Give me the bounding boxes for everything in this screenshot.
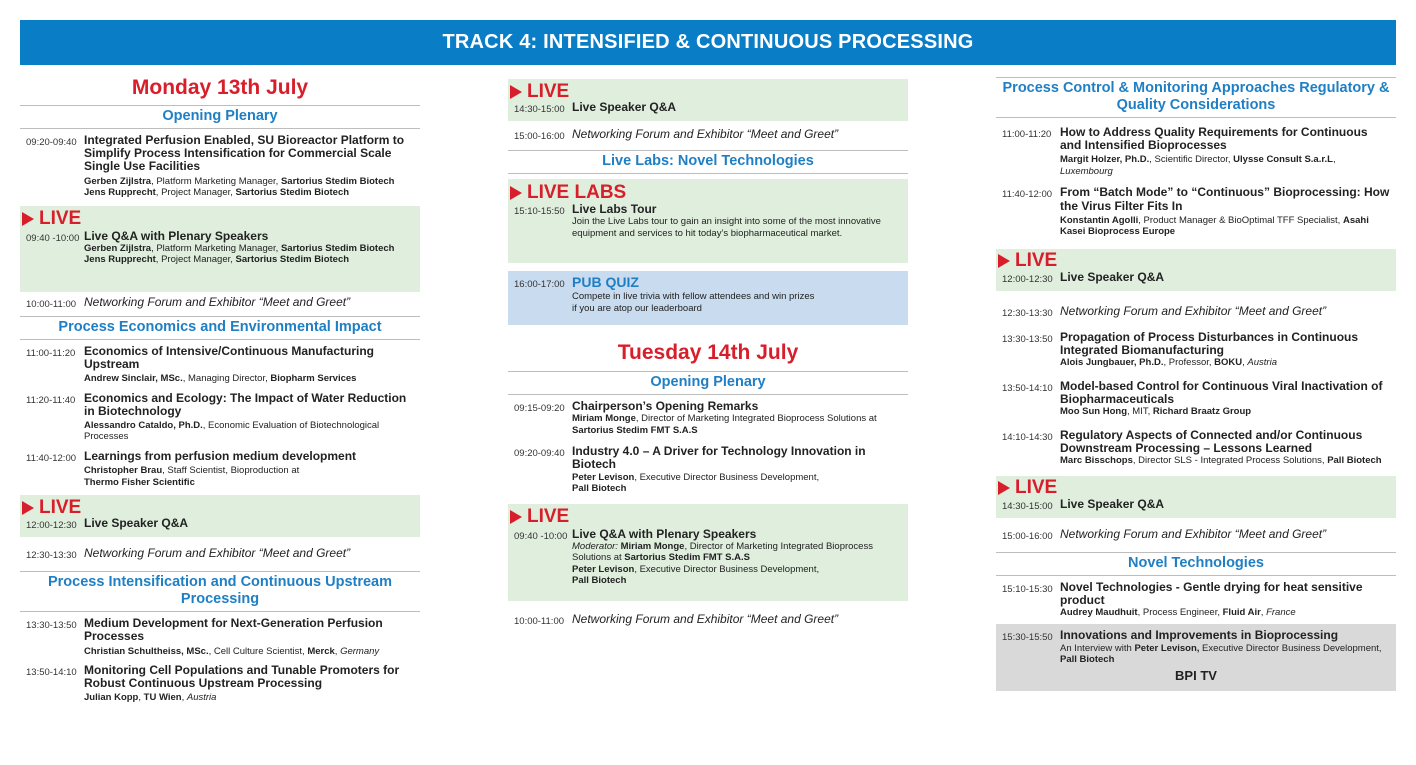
session-time: 12:00-12:30 [26,520,77,532]
play-icon [22,212,34,226]
day-heading: Monday 13th July [131,76,309,99]
session-title: Learnings from perfusion medium development [84,448,357,463]
play-icon [510,510,522,524]
play-icon [510,186,522,200]
speaker: Christian Schultheiss, MSc., Cell Culture Scientist, Merck, Germany [84,645,380,657]
play-icon [998,481,1010,495]
session-title: Networking Forum and Exhibitor “Meet and Greet” [1060,526,1327,541]
speaker: Gerben Zijlstra, Platform Marketing Manager, Sartorius Stedim Biotech [84,175,395,187]
bpi-tv-label: BPI TV [1175,667,1217,683]
section-heading: Live Labs: Novel Technologies [508,150,908,174]
session [508,395,908,439]
speaker: Marc Bisschops, Director SLS - Integrated Process Solutions, Pall Biotech [1060,455,1382,467]
speaker: Jens Rupprecht, Project Manager, Sartorius Stedim Biotech [84,254,350,266]
session [508,439,908,497]
column-monday [20,65,420,707]
track-banner: TRACK 4: INTENSIFIED & CONTINUOUS PROCESSING [20,20,1396,65]
session-title: Economics of Intensive/Continuous Manufacturing Upstream [84,343,375,371]
session [20,660,420,707]
session [508,528,908,590]
section-heading: Process Intensification and Continuous Upstream Processing [20,571,420,612]
speaker: Julian Kopp, TU Wien, Austria [84,692,217,704]
session-title: Networking Forum and Exhibitor “Meet and Greet” [572,127,839,141]
session [996,421,1396,470]
session-title: Live Speaker Q&A [572,100,677,114]
live-badge: LIVE [20,495,420,517]
session-time: 09:15-09:20 [514,403,565,414]
session-time: 09:40 -10:00 [26,232,80,244]
live-block [508,504,908,601]
session-time: 16:00-17:00 [514,279,565,290]
live-block [996,249,1396,291]
speaker: Miriam Monge, Director of Marketing Integrated Bioprocess Solutions at Sartorius Stedim FMT S.A.S [572,413,877,436]
session [508,601,908,631]
session-time: 15:00-16:00 [1002,530,1053,542]
speaker: Christopher Brau, Staff Scientist, Bioproduction at Thermo Fisher Scientific [84,465,300,488]
pub-quiz-block [508,271,908,325]
session-title: Novel Technologies - Gentle drying for heat sensitive product [1060,579,1363,607]
live-badge: LIVE [20,206,420,230]
session [20,517,420,535]
session-title: Innovations and Improvements in Bioprocessing [1060,628,1339,643]
session-title: Model-based Control for Continuous Viral Inactivation of Biopharmaceuticals [1060,378,1383,406]
session-title: Live Speaker Q&A [1060,269,1165,284]
session-description: Compete in live trivia with fellow attendees and win prizes if you are atop our leaderboard [572,291,815,314]
play-icon [22,501,34,515]
session-time: 13:30-13:50 [1002,333,1053,345]
session-time: 14:30-15:00 [514,104,565,115]
live-block [996,476,1396,518]
speaker: Peter Levison, Executive Director Business Development, Pall Biotech [572,563,820,587]
session-time: 13:30-13:50 [26,620,77,632]
column-middle [508,79,908,631]
session [996,271,1396,289]
session [996,576,1396,622]
session-title: Live Speaker Q&A [84,516,189,531]
session-time: 11:00-11:20 [26,347,76,359]
speaker: Moderator: Miriam Monge, Director of Marketing Integrated Bioprocess Solutions at Sartorius Stedim FMT S.A.S [572,540,873,564]
live-labs-block [508,179,908,263]
session-time: 15:10-15:50 [514,206,565,217]
speaker: Margit Holzer, Ph.D., Scientific Director, Ulysse Consult S.a.r.L, Luxembourg [1060,154,1336,177]
session [996,180,1396,240]
session-title: From “Batch Mode” to “Continuous” Bioprocessing: How the Virus Filter Fits In [1060,185,1390,213]
session-title: Regulatory Aspects of Connected and/or Continuous Downstream Processing – Lessons Learned [1060,427,1363,455]
session [508,101,908,119]
session [996,624,1396,665]
session [508,203,908,242]
session [996,323,1396,372]
speaker: Alessandro Cataldo, Ph.D., Economic Evaluation of Biotechnological Processes [84,419,380,443]
speaker: Peter Levison, Executive Director Business Development, Pall Biotech [572,471,820,495]
session [20,388,420,446]
session-time: 09:20-09:40 [26,137,77,148]
session-time: 13:50-14:10 [1002,382,1053,394]
live-badge: LIVE [996,476,1396,498]
session-time: 10:00-11:00 [26,298,77,310]
session-time: 14:30-15:00 [1002,500,1053,512]
session-title: Live Q&A with Plenary Speakers [84,228,269,243]
speaker: Moo Sun Hong, MIT, Richard Braatz Group [1060,406,1252,418]
session [996,291,1396,323]
session-title: Live Speaker Q&A [1060,496,1165,511]
session [996,498,1396,516]
session-title: Networking Forum and Exhibitor “Meet and Greet” [1060,303,1327,318]
session-time: 11:20-11:40 [26,394,76,406]
session [20,230,420,269]
session [20,446,420,491]
live-badge: LIVE [508,504,908,528]
session-time: 15:00-16:00 [514,131,565,142]
session-title: Industry 4.0 – A Driver for Technology Innovation in Biotech [572,444,866,472]
session-description: Join the Live Labs tour to gain an insight into some of the most innovative equipment and services to hit today’s biopharmaceutical market. [572,216,881,239]
session-time: 09:40 -10:00 [514,530,568,542]
session-time: 12:30-13:30 [1002,307,1053,319]
speaker: Jens Rupprecht, Project Manager, Sartorius Stedim Biotech [84,187,350,199]
session-title: Networking Forum and Exhibitor “Meet and Greet” [84,546,351,561]
live-labs-badge: LIVE LABS [508,179,908,203]
bpi-tv-block [996,624,1396,691]
section-heading: Opening Plenary [508,371,908,395]
section-heading: Process Control & Monitoring Approaches Regulatory & Quality Considerations [996,77,1396,118]
session-title: Medium Development for Next-Generation Perfusion Processes [84,616,383,644]
session-time: 12:30-13:30 [26,550,77,562]
session [20,340,420,388]
session-title: PUB QUIZ [572,274,639,290]
session-time: 13:50-14:10 [26,667,77,679]
live-block [20,495,420,537]
session [20,292,420,312]
session-title: Networking Forum and Exhibitor “Meet and Greet” [572,611,839,626]
session-title: How to Address Quality Requirements for Continuous and Intensified Bioprocesses [1060,125,1368,153]
session-time: 15:10-15:30 [1002,583,1053,595]
session-time: 10:00-11:00 [514,615,565,627]
column-right [996,77,1396,691]
session-title: Propagation of Process Disturbances in Continuous Integrated Biomanufacturing [1060,329,1359,358]
speaker: An Interview with Peter Levison, Executive Director Business Development, Pall Biotech [1060,642,1382,666]
speaker: Audrey Maudhuit, Process Engineer, Fluid Air, France [1060,606,1296,618]
day-heading: Tuesday 14th July [617,341,799,364]
session-title: Integrated Perfusion Enabled, SU Bioreactor Platform to Simplify Process Intensification for Commercial Scale Single Use Facilities [84,133,405,174]
live-block [508,79,908,121]
session [20,537,420,567]
live-block [20,206,420,292]
speaker: Konstantin Agolli, Product Manager & BioOptimal TFF Specialist, Asahi Kasei Bioprocess Europe [1060,214,1369,238]
session-time: 14:10-14:30 [1002,431,1053,443]
session-time: 15:30-15:50 [1002,632,1053,644]
session [996,118,1396,180]
session-title: Networking Forum and Exhibitor “Meet and Greet” [84,294,351,309]
session-time: 11:40-12:00 [1002,189,1053,201]
session-title: Chairperson’s Opening Remarks [572,399,759,413]
session-time: 11:40-12:00 [26,452,77,464]
session-title: Live Q&A with Plenary Speakers [572,526,757,541]
section-heading: Process Economics and Environmental Impact [20,316,420,340]
speaker: Andrew Sinclair, MSc., Managing Director, Biopharm Services [84,373,357,385]
session-time: 09:20-09:40 [514,448,565,460]
session-title: Economics and Ecology: The Impact of Water Reduction in Biotechnology [84,390,407,418]
speaker: Alois Jungbauer, Ph.D., Professor, BOKU, Austria [1060,357,1277,369]
live-badge: LIVE [996,249,1396,271]
session-title: Monitoring Cell Populations and Tunable Promoters for Robust Continuous Upstream Processing [84,663,400,691]
session-title: Live Labs Tour [572,202,657,216]
live-badge: LIVE [508,79,908,101]
session-time: 11:00-11:20 [1002,129,1052,140]
section-heading: Opening Plenary [20,105,420,129]
session [996,372,1396,421]
speaker: Gerben Zijlstra, Platform Marketing Manager, Sartorius Stedim Biotech [84,242,395,254]
session [508,271,908,317]
play-icon [998,254,1010,268]
section-heading: Novel Technologies [996,552,1396,576]
session [508,121,908,150]
session [20,612,420,660]
session [996,518,1396,548]
session-time: 12:00-12:30 [1002,273,1053,285]
session [20,129,420,202]
play-icon [510,85,522,99]
